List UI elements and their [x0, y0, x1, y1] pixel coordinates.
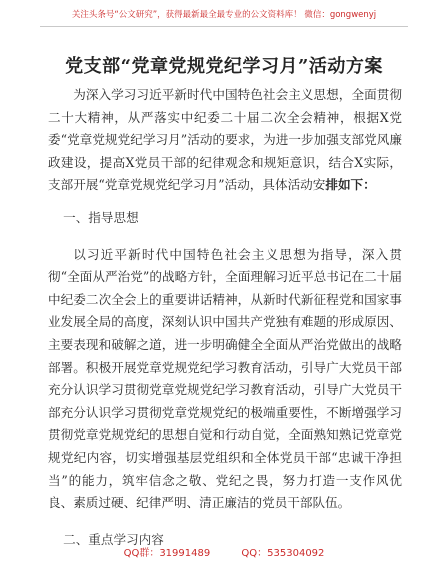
footer-qq-group: QQ群：31991489	[123, 548, 211, 559]
footer	[0, 544, 448, 559]
document-body	[48, 84, 402, 565]
section-paragraph-guiding-ideology: 以习近平新时代中国特色社会主义思想为指导，深入贯彻“全面从严治党”的战略方针，全面理解习近平总书记在二十届中纪委二次全会上的重要讲话精神，从新时代新征程党和国家事业发展全局的高度，深刻认识中国共产党独有难题的形成原因、主要表现和破解之道，进一步明确健全全面从严治党做出的战略部署。积极开展党章党规党纪学习教育活动，引导广大党员干部充分认识学习贯彻党章党规党纪学习教育活动，引导广大党员干部充分认识学习贯彻党章党规党纪的极端重要性，不断增强学习贯彻党章党规党纪的思想自觉和行动自觉，全面熟知熟记党章党规党纪内容，切实增强基层党组织和全体党员干部“忠诚干净担当”的能力，筑牢信念之敬、党纪之畏，努力打造一支作风优良、素质过硬、纪律严明、清正廉洁的党员干部队伍。	[48, 246, 402, 511]
document-title: 党支部“党章党规党纪学习月”活动方案	[65, 56, 383, 77]
section-heading-key-content: 二、重点学习内容	[63, 531, 164, 547]
intro-tail: 排如下：	[325, 177, 376, 193]
intro-paragraph	[48, 84, 402, 197]
footer-qq: QQ：535304092	[241, 548, 325, 559]
section-heading-guiding-ideology: 一、指导思想	[63, 209, 139, 225]
header-banner: 关注头条号“公文研究”，获得最新最全最专业的公文资料库！ 微信：gongwenyj	[40, 8, 408, 27]
intro-text: 为深入学习习近平新时代中国特色社会主义思想，全面贯彻二十大精神，从严落实中纪委二十届二次全会精神，根据X党委“党章党规党纪学习月”活动的要求，为进一步加强支部党风廉政建设，提高X党员干部的纪律观念和规矩意识，结合X实际，支部开展“党章党规党纪学习月”活动，具体活动安	[48, 87, 402, 193]
